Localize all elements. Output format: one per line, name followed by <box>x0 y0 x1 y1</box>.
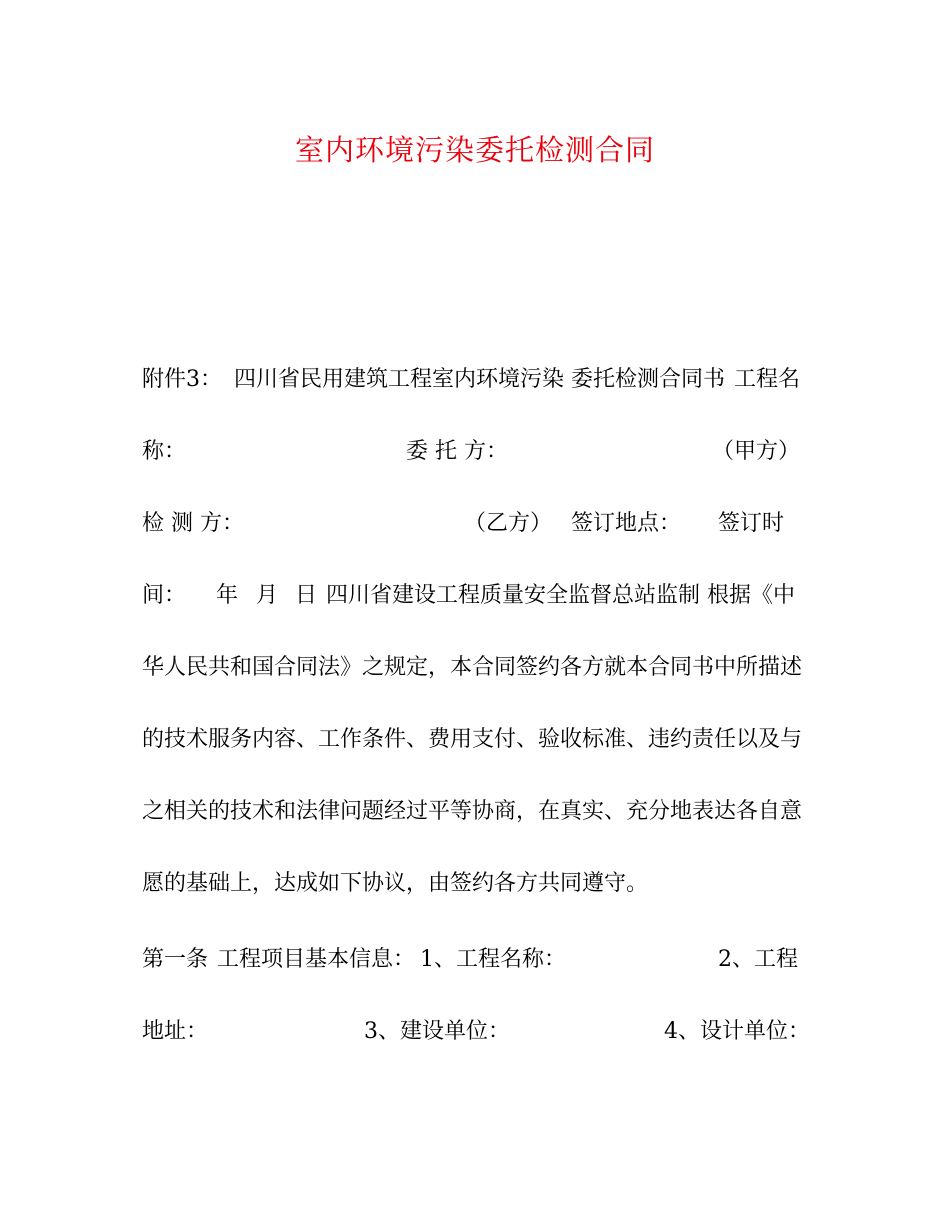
document-title: 室内环境污染委托检测合同 <box>294 133 655 167</box>
text-line <box>142 722 803 758</box>
item-project-address-end: 地址： <box>142 1019 209 1044</box>
day-label: 日 <box>295 583 318 608</box>
text-line <box>142 506 797 542</box>
text-line <box>142 650 803 686</box>
attachment-label: 附件3： <box>142 367 222 392</box>
client-label: 委 托 方： <box>406 439 508 464</box>
paragraph-text: 愿的基础上，达成如下协议，由签约各方共同遵守。 <box>142 871 649 896</box>
paragraph-text: 的技术服务内容、工作条件、费用支付、验收标准、违约责任以及与 <box>142 727 803 752</box>
signing-time-label-end: 间： <box>142 583 187 608</box>
month-label: 月 <box>256 583 279 608</box>
item-project-name: 1、工程名称： <box>420 947 566 972</box>
text-line <box>142 794 803 830</box>
signing-place-label: 签订地点： <box>571 511 682 536</box>
item-construction-unit: 3、建设单位： <box>364 1019 510 1044</box>
year-label: 年 <box>216 583 239 608</box>
basis-text: 根据《中 <box>707 583 796 608</box>
paragraph-text: 华人民共和国合同法》之规定，本合同签约各方就本合同书中所描述 <box>142 655 803 680</box>
item-design-unit: 4、设计单位： <box>664 1019 810 1044</box>
text-line <box>142 942 797 978</box>
party-a-label: （甲方） <box>712 439 801 464</box>
contract-heading: 四川省民用建筑工程室内环境污染 委托检测合同书 <box>234 367 725 392</box>
text-line <box>142 434 801 470</box>
tester-label: 检 测 方： <box>142 511 244 536</box>
text-line <box>142 1014 810 1050</box>
paragraph-text: 之相关的技术和法律问题经过平等协商，在真实、充分地表达各自意 <box>142 799 803 824</box>
text-line <box>142 578 797 614</box>
text-line <box>142 866 797 902</box>
project-info-label: 工程项目基本信息： <box>217 947 416 972</box>
party-b-label: （乙方） <box>464 511 553 536</box>
item-project-address-start: 2、工程 <box>718 947 798 972</box>
article-number: 第一条 <box>142 947 209 972</box>
signing-time-label-start: 签订时 <box>718 511 785 536</box>
project-name-label-end: 称： <box>142 439 187 464</box>
supervisor-text: 四川省建设工程质量安全监督总站监制 <box>326 583 701 608</box>
project-name-label-start: 工程名 <box>734 367 801 392</box>
text-line <box>142 362 801 398</box>
